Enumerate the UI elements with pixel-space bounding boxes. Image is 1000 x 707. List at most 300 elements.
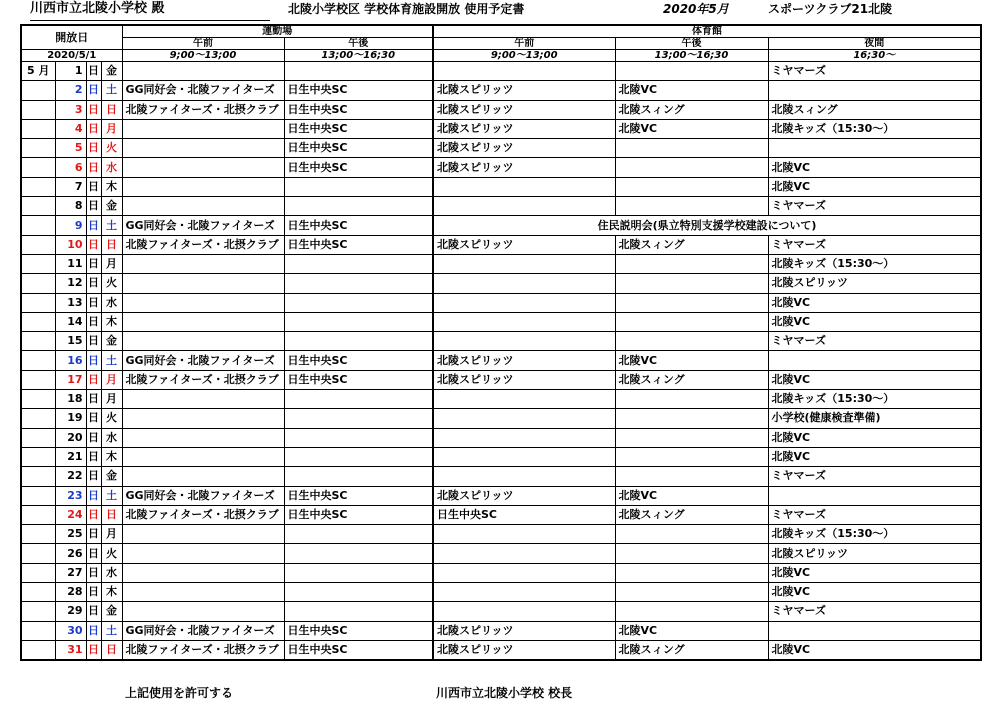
schedule-rows — [21, 62, 981, 661]
weekday: 月 — [101, 525, 122, 544]
weekday: 木 — [101, 177, 122, 196]
day-number: 21 — [55, 447, 86, 466]
month-cell — [21, 293, 55, 312]
gym-night-cell: 北陵VC — [768, 370, 981, 389]
weekday: 月 — [101, 390, 122, 409]
month-cell — [21, 486, 55, 505]
month-cell — [21, 254, 55, 273]
day-number: 23 — [55, 486, 86, 505]
weekday: 木 — [101, 583, 122, 602]
header-ground: 運動場 — [122, 25, 433, 38]
ground-am-cell: GG同好会・北陵ファイターズ — [122, 81, 284, 100]
gym-pm-cell: 北陵スィング — [615, 370, 768, 389]
ground-am-cell: GG同好会・北陵ファイターズ — [122, 621, 284, 640]
header-ground-am: 午前 — [122, 38, 284, 50]
table-row — [21, 370, 981, 389]
weekday: 土 — [101, 351, 122, 370]
ground-pm-cell: 日生中央SC — [284, 139, 433, 158]
ground-pm-cell: 日生中央SC — [284, 216, 433, 235]
ground-am-cell — [122, 447, 284, 466]
gym-night-cell — [768, 351, 981, 370]
gym-night-cell: 北陵キッズ（15:30～） — [768, 119, 981, 138]
day-number: 28 — [55, 583, 86, 602]
gym-night-cell: ミヤマーズ — [768, 602, 981, 621]
ground-am-cell — [122, 293, 284, 312]
day-number: 19 — [55, 409, 86, 428]
gym-am-cell: 日生中央SC — [433, 505, 615, 524]
gym-pm-cell — [615, 139, 768, 158]
day-number: 29 — [55, 602, 86, 621]
gym-am-cell — [433, 274, 615, 293]
month-cell — [21, 544, 55, 563]
weekday: 土 — [101, 486, 122, 505]
ground-am-cell — [122, 583, 284, 602]
gym-night-cell: 北陵VC — [768, 640, 981, 660]
ground-am-cell: GG同好会・北陵ファイターズ — [122, 216, 284, 235]
day-number: 3 — [55, 100, 86, 119]
ground-am-cell: 北陵ファイターズ・北摂クラブ — [122, 235, 284, 254]
table-row — [21, 100, 981, 119]
weekday: 水 — [101, 158, 122, 177]
weekday: 土 — [101, 81, 122, 100]
ground-pm-cell: 日生中央SC — [284, 621, 433, 640]
day-number: 24 — [55, 505, 86, 524]
month-cell — [21, 428, 55, 447]
weekday: 金 — [101, 602, 122, 621]
day-number: 11 — [55, 254, 86, 273]
day-suffix: 日 — [86, 312, 101, 331]
day-number: 18 — [55, 390, 86, 409]
table-row — [21, 119, 981, 138]
day-number: 1 — [55, 62, 86, 81]
table-row — [21, 390, 981, 409]
day-number: 25 — [55, 525, 86, 544]
gym-am-cell: 北陵スピリッツ — [433, 370, 615, 389]
ground-am-cell — [122, 428, 284, 447]
day-suffix: 日 — [86, 293, 101, 312]
month-cell: 5 月 — [21, 62, 55, 81]
gym-night-cell: 北陵スィング — [768, 100, 981, 119]
gym-am-cell — [433, 293, 615, 312]
month-cell — [21, 370, 55, 389]
ground-am-cell — [122, 177, 284, 196]
table-row — [21, 312, 981, 331]
schedule-table — [20, 24, 982, 661]
gym-am-cell — [433, 563, 615, 582]
ground-pm-cell: 日生中央SC — [284, 119, 433, 138]
ground-pm-cell — [284, 197, 433, 216]
month-cell — [21, 525, 55, 544]
gym-night-cell: 北陵キッズ（15:30～） — [768, 254, 981, 273]
gym-pm-cell — [615, 544, 768, 563]
day-suffix: 日 — [86, 119, 101, 138]
principal-signature-line: 川西市立北陵小学校 校長 — [436, 686, 573, 700]
gym-am-cell: 北陵スピリッツ — [433, 621, 615, 640]
ground-pm-cell — [284, 274, 433, 293]
header-gym-am-time: 9;00～13;00 — [433, 50, 615, 62]
schedule-month: 2020年5月 — [663, 2, 729, 16]
ground-am-cell — [122, 312, 284, 331]
day-number: 22 — [55, 467, 86, 486]
header-gym-night-time: 16;30～ — [768, 50, 981, 62]
gym-night-cell: 北陵スピリッツ — [768, 544, 981, 563]
gym-night-cell: ミヤマーズ — [768, 235, 981, 254]
day-number: 20 — [55, 428, 86, 447]
gym-pm-cell — [615, 447, 768, 466]
ground-pm-cell — [284, 525, 433, 544]
day-number: 15 — [55, 332, 86, 351]
ground-pm-cell — [284, 447, 433, 466]
month-cell — [21, 602, 55, 621]
ground-am-cell: 北陵ファイターズ・北摂クラブ — [122, 640, 284, 660]
gym-am-cell — [433, 177, 615, 196]
table-row — [21, 621, 981, 640]
table-row — [21, 525, 981, 544]
day-suffix: 日 — [86, 390, 101, 409]
gym-pm-cell — [615, 62, 768, 81]
day-suffix: 日 — [86, 216, 101, 235]
gym-am-cell — [433, 602, 615, 621]
gym-pm-cell: 北陵スィング — [615, 640, 768, 660]
day-suffix: 日 — [86, 505, 101, 524]
day-suffix: 日 — [86, 409, 101, 428]
month-cell — [21, 119, 55, 138]
gym-pm-cell: 北陵VC — [615, 81, 768, 100]
ground-am-cell — [122, 254, 284, 273]
table-row — [21, 544, 981, 563]
gym-am-cell — [433, 467, 615, 486]
ground-pm-cell: 日生中央SC — [284, 486, 433, 505]
weekday: 火 — [101, 274, 122, 293]
ground-am-cell: 北陵ファイターズ・北摂クラブ — [122, 505, 284, 524]
table-row — [21, 158, 981, 177]
ground-pm-cell — [284, 332, 433, 351]
table-row — [21, 505, 981, 524]
table-row — [21, 486, 981, 505]
day-number: 27 — [55, 563, 86, 582]
table-row — [21, 583, 981, 602]
month-cell — [21, 197, 55, 216]
ground-am-cell — [122, 409, 284, 428]
day-number: 16 — [55, 351, 86, 370]
day-suffix: 日 — [86, 254, 101, 273]
gym-pm-cell — [615, 332, 768, 351]
table-row — [21, 216, 981, 235]
ground-pm-cell — [284, 544, 433, 563]
header-gym-am: 午前 — [433, 38, 615, 50]
day-suffix: 日 — [86, 62, 101, 81]
ground-pm-cell: 日生中央SC — [284, 351, 433, 370]
table-row — [21, 62, 981, 81]
day-suffix: 日 — [86, 235, 101, 254]
day-number: 10 — [55, 235, 86, 254]
day-number: 31 — [55, 640, 86, 660]
gym-am-cell — [433, 312, 615, 331]
ground-pm-cell — [284, 293, 433, 312]
table-row — [21, 467, 981, 486]
gym-night-cell: 北陵VC — [768, 447, 981, 466]
gym-night-cell: 北陵VC — [768, 312, 981, 331]
gym-night-cell: ミヤマーズ — [768, 467, 981, 486]
day-suffix: 日 — [86, 563, 101, 582]
gym-pm-cell — [615, 197, 768, 216]
gym-pm-cell — [615, 583, 768, 602]
weekday: 月 — [101, 370, 122, 389]
month-cell — [21, 216, 55, 235]
header-kaihoubi: 開放日 — [21, 25, 122, 50]
ground-am-cell — [122, 332, 284, 351]
gym-am-cell — [433, 544, 615, 563]
table-row — [21, 177, 981, 196]
day-suffix: 日 — [86, 640, 101, 660]
ground-pm-cell — [284, 62, 433, 81]
ground-am-cell: GG同好会・北陵ファイターズ — [122, 351, 284, 370]
weekday: 木 — [101, 447, 122, 466]
month-cell — [21, 390, 55, 409]
header-date: 2020/5/1 — [21, 50, 122, 62]
gym-am-cell — [433, 583, 615, 602]
weekday: 日 — [101, 640, 122, 660]
month-cell — [21, 235, 55, 254]
gym-am-cell: 北陵スピリッツ — [433, 351, 615, 370]
ground-am-cell — [122, 525, 284, 544]
gym-am-cell — [433, 525, 615, 544]
gym-am-cell: 北陵スピリッツ — [433, 139, 615, 158]
day-suffix: 日 — [86, 486, 101, 505]
month-cell — [21, 409, 55, 428]
weekday: 日 — [101, 235, 122, 254]
gym-am-cell: 北陵スピリッツ — [433, 100, 615, 119]
gym-pm-cell — [615, 428, 768, 447]
gym-merged-cell: 住民説明会(県立特別支援学校建設について) — [433, 216, 981, 235]
gym-pm-cell — [615, 254, 768, 273]
ground-am-cell: GG同好会・北陵ファイターズ — [122, 486, 284, 505]
weekday: 金 — [101, 62, 122, 81]
weekday: 水 — [101, 293, 122, 312]
gym-am-cell — [433, 390, 615, 409]
day-suffix: 日 — [86, 139, 101, 158]
gym-night-cell — [768, 139, 981, 158]
header-gym-pm-time: 13;00～16;30 — [615, 50, 768, 62]
gym-night-cell: ミヤマーズ — [768, 197, 981, 216]
gym-am-cell — [433, 332, 615, 351]
gym-night-cell: 北陵VC — [768, 563, 981, 582]
ground-pm-cell — [284, 563, 433, 582]
gym-night-cell — [768, 486, 981, 505]
month-cell — [21, 332, 55, 351]
gym-pm-cell — [615, 312, 768, 331]
day-suffix: 日 — [86, 525, 101, 544]
gym-pm-cell — [615, 409, 768, 428]
month-cell — [21, 312, 55, 331]
gym-am-cell — [433, 409, 615, 428]
ground-am-cell — [122, 158, 284, 177]
ground-am-cell — [122, 274, 284, 293]
day-suffix: 日 — [86, 100, 101, 119]
day-number: 8 — [55, 197, 86, 216]
gym-pm-cell: 北陵VC — [615, 119, 768, 138]
ground-pm-cell — [284, 409, 433, 428]
ground-am-cell — [122, 197, 284, 216]
table-row — [21, 332, 981, 351]
weekday: 土 — [101, 216, 122, 235]
day-number: 26 — [55, 544, 86, 563]
weekday: 月 — [101, 119, 122, 138]
header-ground-pm: 午後 — [284, 38, 433, 50]
gym-night-cell — [768, 621, 981, 640]
gym-pm-cell: 北陵VC — [615, 621, 768, 640]
weekday: 火 — [101, 139, 122, 158]
table-row — [21, 640, 981, 660]
gym-night-cell: 小学校(健康検査準備) — [768, 409, 981, 428]
day-suffix: 日 — [86, 177, 101, 196]
day-suffix: 日 — [86, 351, 101, 370]
gym-pm-cell — [615, 293, 768, 312]
table-row — [21, 197, 981, 216]
day-number: 13 — [55, 293, 86, 312]
day-suffix: 日 — [86, 158, 101, 177]
ground-am-cell: 北陵ファイターズ・北摂クラブ — [122, 100, 284, 119]
month-cell — [21, 351, 55, 370]
addressee-school: 川西市立北陵小学校 殿 — [30, 0, 270, 21]
gym-pm-cell: 北陵スィング — [615, 505, 768, 524]
day-number: 12 — [55, 274, 86, 293]
day-suffix: 日 — [86, 602, 101, 621]
table-row — [21, 563, 981, 582]
gym-night-cell: 北陵スピリッツ — [768, 274, 981, 293]
ground-am-cell — [122, 119, 284, 138]
day-suffix: 日 — [86, 621, 101, 640]
gym-am-cell: 北陵スピリッツ — [433, 235, 615, 254]
day-number: 14 — [55, 312, 86, 331]
gym-am-cell: 北陵スピリッツ — [433, 158, 615, 177]
document-title: 北陵小学校区 学校体育施設開放 使用予定書 — [288, 2, 525, 16]
month-cell — [21, 158, 55, 177]
month-cell — [21, 505, 55, 524]
day-number: 2 — [55, 81, 86, 100]
ground-pm-cell — [284, 428, 433, 447]
ground-pm-cell — [284, 467, 433, 486]
weekday: 木 — [101, 312, 122, 331]
gym-am-cell: 北陵スピリッツ — [433, 640, 615, 660]
gym-am-cell — [433, 254, 615, 273]
table-row — [21, 409, 981, 428]
ground-am-cell — [122, 139, 284, 158]
day-suffix: 日 — [86, 274, 101, 293]
day-number: 17 — [55, 370, 86, 389]
table-row — [21, 447, 981, 466]
day-suffix: 日 — [86, 81, 101, 100]
weekday: 火 — [101, 409, 122, 428]
ground-pm-cell: 日生中央SC — [284, 100, 433, 119]
gym-night-cell: 北陵VC — [768, 177, 981, 196]
table-row — [21, 293, 981, 312]
gym-night-cell: ミヤマーズ — [768, 505, 981, 524]
weekday: 金 — [101, 332, 122, 351]
weekday: 土 — [101, 621, 122, 640]
ground-am-cell — [122, 544, 284, 563]
ground-pm-cell — [284, 583, 433, 602]
gym-am-cell: 北陵スピリッツ — [433, 81, 615, 100]
gym-am-cell — [433, 447, 615, 466]
day-number: 6 — [55, 158, 86, 177]
gym-pm-cell — [615, 602, 768, 621]
gym-am-cell: 北陵スピリッツ — [433, 119, 615, 138]
month-cell — [21, 640, 55, 660]
gym-pm-cell — [615, 563, 768, 582]
ground-pm-cell — [284, 312, 433, 331]
day-suffix: 日 — [86, 544, 101, 563]
gym-night-cell: 北陵キッズ（15:30～） — [768, 390, 981, 409]
month-cell — [21, 100, 55, 119]
ground-am-cell — [122, 62, 284, 81]
day-suffix: 日 — [86, 370, 101, 389]
gym-night-cell: 北陵VC — [768, 583, 981, 602]
ground-am-cell — [122, 602, 284, 621]
ground-pm-cell: 日生中央SC — [284, 235, 433, 254]
gym-pm-cell — [615, 525, 768, 544]
table-row — [21, 81, 981, 100]
ground-pm-cell — [284, 390, 433, 409]
gym-night-cell — [768, 81, 981, 100]
gym-night-cell: 北陵キッズ（15:30～） — [768, 525, 981, 544]
permit-text: 上記使用を許可する — [125, 686, 234, 700]
ground-pm-cell — [284, 177, 433, 196]
gym-pm-cell — [615, 177, 768, 196]
ground-pm-cell: 日生中央SC — [284, 370, 433, 389]
gym-pm-cell: 北陵スィング — [615, 235, 768, 254]
day-suffix: 日 — [86, 467, 101, 486]
weekday: 金 — [101, 197, 122, 216]
day-suffix: 日 — [86, 197, 101, 216]
table-row — [21, 428, 981, 447]
table-row — [21, 602, 981, 621]
month-cell — [21, 583, 55, 602]
day-suffix: 日 — [86, 583, 101, 602]
table-row — [21, 139, 981, 158]
weekday: 火 — [101, 544, 122, 563]
weekday: 日 — [101, 100, 122, 119]
ground-am-cell — [122, 563, 284, 582]
gym-night-cell: 北陵VC — [768, 428, 981, 447]
gym-pm-cell — [615, 274, 768, 293]
day-suffix: 日 — [86, 428, 101, 447]
month-cell — [21, 447, 55, 466]
month-cell — [21, 621, 55, 640]
weekday: 日 — [101, 505, 122, 524]
day-number: 5 — [55, 139, 86, 158]
month-cell — [21, 139, 55, 158]
month-cell — [21, 177, 55, 196]
gym-pm-cell — [615, 158, 768, 177]
club-name: スポーツクラブ21北陵 — [768, 2, 893, 16]
ground-am-cell — [122, 390, 284, 409]
gym-pm-cell: 北陵スィング — [615, 100, 768, 119]
month-cell — [21, 467, 55, 486]
weekday: 月 — [101, 254, 122, 273]
day-number: 4 — [55, 119, 86, 138]
table-row — [21, 254, 981, 273]
gym-am-cell — [433, 428, 615, 447]
day-number: 9 — [55, 216, 86, 235]
header-gym-night: 夜間 — [768, 38, 981, 50]
ground-pm-cell — [284, 254, 433, 273]
table-row — [21, 274, 981, 293]
weekday: 水 — [101, 428, 122, 447]
gym-pm-cell: 北陵VC — [615, 486, 768, 505]
ground-am-cell: 北陵ファイターズ・北摂クラブ — [122, 370, 284, 389]
header-ground-am-time: 9;00～13;00 — [122, 50, 284, 62]
